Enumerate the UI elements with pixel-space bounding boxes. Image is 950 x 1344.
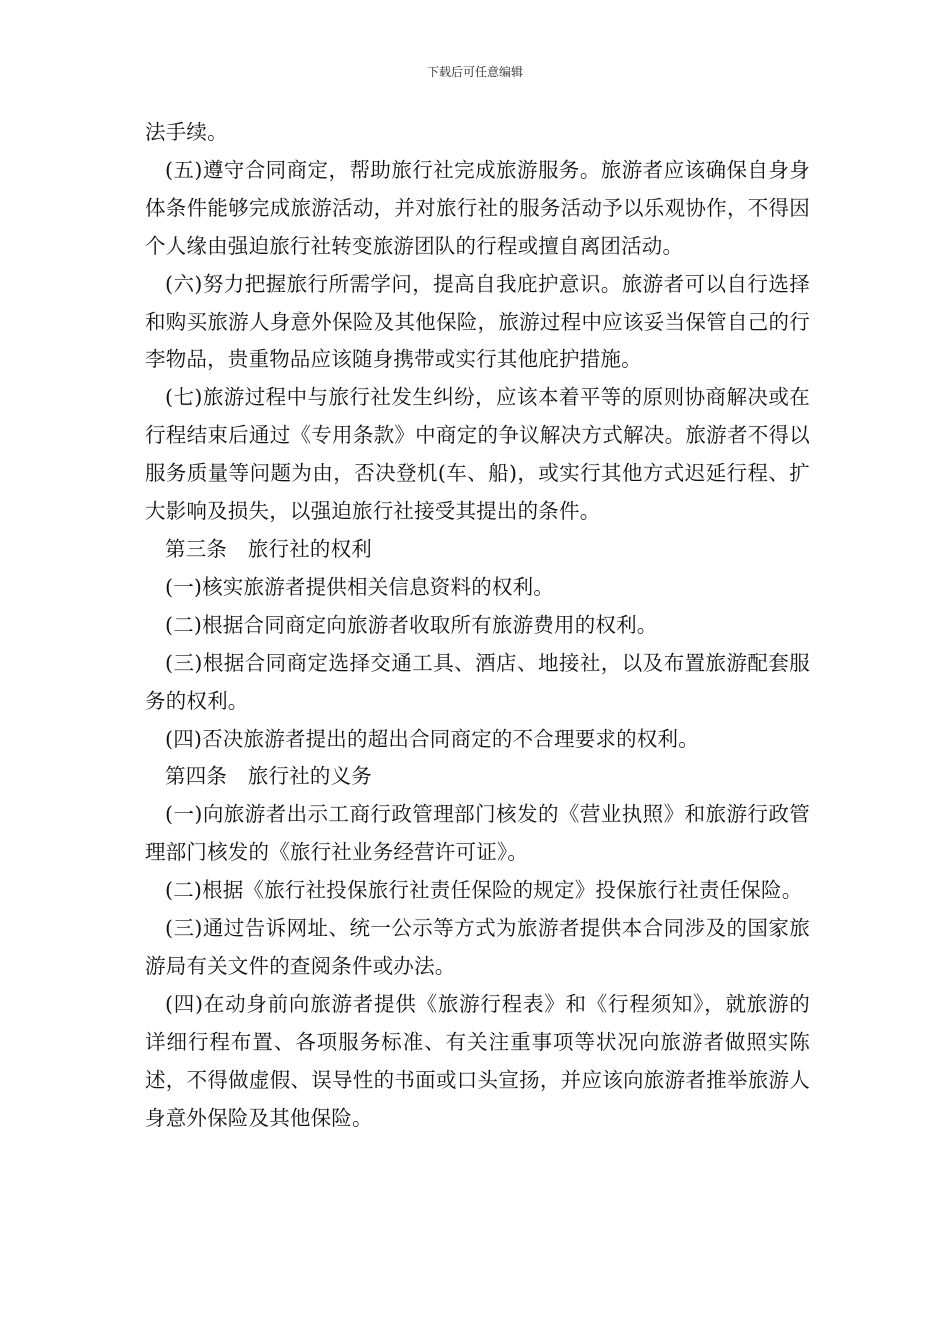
section-heading: 第四条 旅行社的义务 — [165, 764, 372, 789]
paragraph: 法手续。 — [145, 120, 228, 144]
paragraph: (一)核实旅游者提供相关信息资料的权利。 — [165, 574, 554, 599]
paragraph: (三)根据合同商定选择交通工具、酒店、地接社，以及布置旅游配套服务的权利。 — [145, 650, 810, 713]
page-header: 下载后可任意编辑 — [426, 65, 523, 79]
paragraph: (四)在动身前向旅游者提供《旅游行程表》和《行程须知》，就旅游的详细行程布置、各项服务标准、有关注重事项等状况向旅游者做照实陈述，不得做虚假、误导性的书面或口头宣扬，并应该向旅游者推举旅游人身意外保险及其他保险。 — [145, 991, 810, 1130]
section-heading: 第三条 旅行社的权利 — [165, 536, 372, 561]
paragraph: (二)根据合同商定向旅游者收取所有旅游费用的权利。 — [165, 612, 658, 637]
paragraph: (五)遵守合同商定，帮助旅行社完成旅游服务。旅游者应该确保自身身体条件能够完成旅游活动，并对旅行社的服务活动予以乐观协作，不得因个人缘由强迫旅行社转变旅游团队的行程或擅自离团活动。 — [145, 157, 810, 258]
paragraph: (四)否决旅游者提出的超出合同商定的不合理要求的权利。 — [165, 726, 699, 751]
paragraph: (三)通过告诉网址、统一公示等方式为旅游者提供本合同涉及的国家旅游局有关文件的查阅条件或办法。 — [145, 916, 810, 978]
paragraph: (一)向旅游者出示工商行政管理部门核发的《营业执照》和旅游行政管理部门核发的《旅行社业务经营许可证》。 — [145, 802, 810, 865]
paragraph: (七)旅游过程中与旅行社发生纠纷，应该本着平等的原则协商解决或在行程结束后通过《专用条款》中商定的争议解决方式解决。旅游者不得以服务质量等问题为由，否决登机(车、船)，或实行其他方式迟延行程、扩大影响及损失，以强迫旅行社接受其提出的条件。 — [145, 385, 810, 524]
document-body — [145, 114, 810, 1137]
paragraph: (二)根据《旅行社投保旅行社责任保险的规定》投保旅行社责任保险。 — [165, 878, 803, 903]
paragraph: (六)努力把握旅行所需学问，提高自我庇护意识。旅游者可以自行选择和购买旅游人身意外保险及其他保险，旅游过程中应该妥当保管自己的行李物品，贵重物品应该随身携带或实行其他庇护措施。 — [145, 271, 810, 372]
